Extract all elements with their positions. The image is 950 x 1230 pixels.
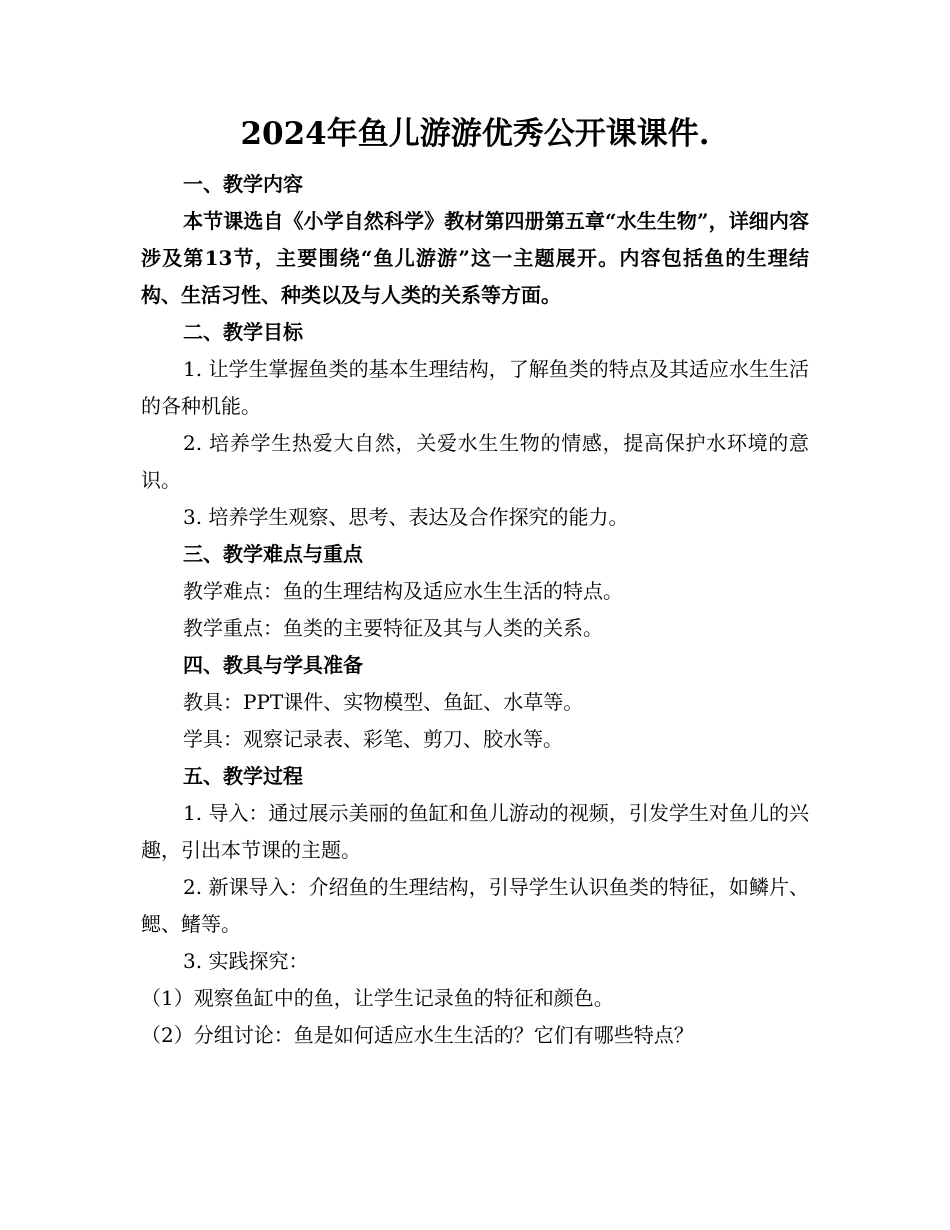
section-heading-tools: 四、教具与学具准备 [183,653,363,677]
teaching-difficulty: 教学难点：鱼的生理结构及适应水生生活的特点。 [183,579,623,603]
process-subitem-1: （1）观察鱼缸中的鱼，让学生记录鱼的特征和颜色。 [141,986,614,1010]
process-item-2: 2. 新课导入：介绍鱼的生理结构，引导学生认识鱼类的特征，如鳞片、鳃、鳍等。 [141,875,809,936]
document-body [141,166,809,1054]
objective-item-2: 2. 培养学生热爱大自然，关爱水生生物的情感，提高保护水环境的意识。 [141,431,809,492]
section-heading-content: 一、教学内容 [183,172,303,196]
teacher-tools: 教具：PPT课件、实物模型、鱼缸、水草等。 [183,690,584,714]
section-heading-objectives: 二、教学目标 [183,320,303,344]
section-heading-difficulty: 三、教学难点与重点 [183,542,363,566]
document-title: 2024年鱼儿游游优秀公开课课件. [240,116,710,152]
student-tools: 学具：观察记录表、彩笔、剪刀、胶水等。 [183,727,563,751]
section-content-paragraph: 本节课选自《小学自然科学》教材第四册第五章“水生生物”，详细内容涉及第13节，主要围绕“鱼儿游游”这一主题展开。内容包括鱼的生理结构、生活习性、种类以及与人类的关系等方面。 [141,209,809,307]
section-heading-process: 五、教学过程 [183,764,303,788]
process-subitem-2: （2）分组讨论：鱼是如何适应水生生活的？它们有哪些特点？ [141,1023,694,1047]
teaching-key-point: 教学重点：鱼类的主要特征及其与人类的关系。 [183,616,603,640]
objective-item-3: 3. 培养学生观察、思考、表达及合作探究的能力。 [183,505,629,529]
process-item-3: 3. 实践探究： [183,949,309,973]
objective-item-1: 1. 让学生掌握鱼类的基本生理结构，了解鱼类的特点及其适应水生生活的各种机能。 [141,357,809,418]
process-item-1: 1. 导入：通过展示美丽的鱼缸和鱼儿游动的视频，引发学生对鱼儿的兴趣，引出本节课的主题。 [141,801,809,862]
